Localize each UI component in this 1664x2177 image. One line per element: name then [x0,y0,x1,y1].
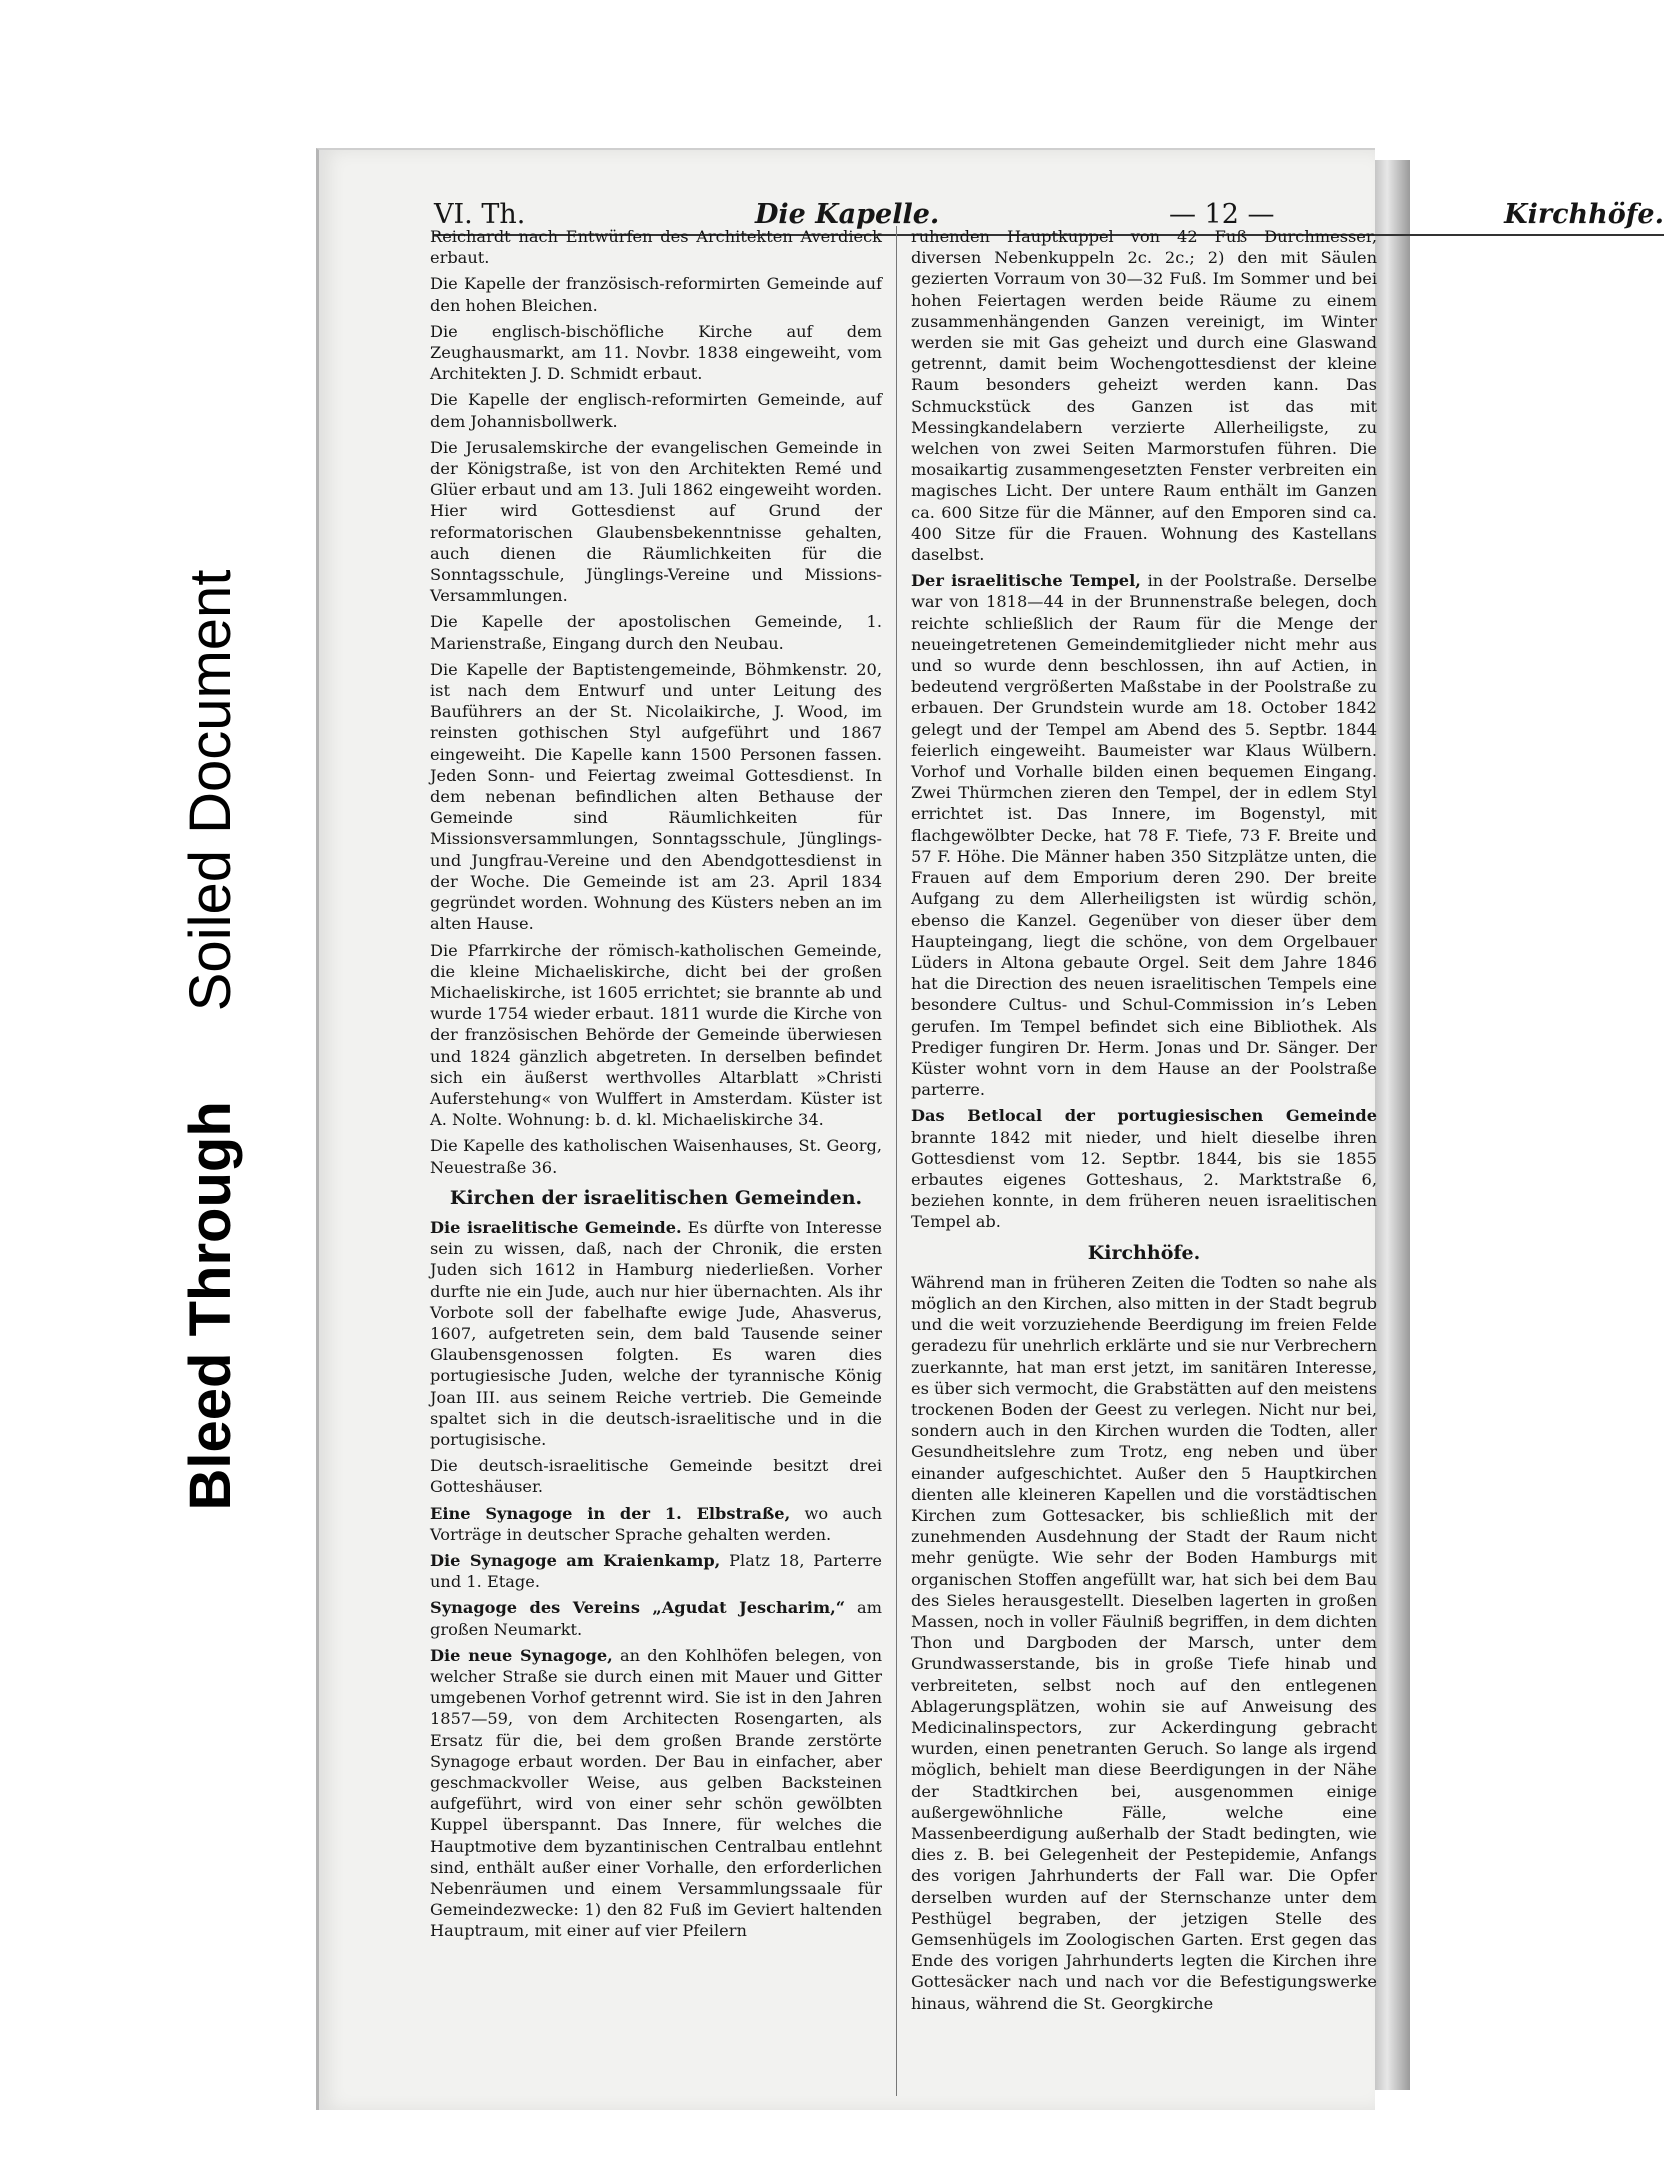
paragraph: Die Kapelle des katholischen Waisenhauses, St. Georg, Neuestraße 36. [430,1136,882,1177]
paragraph-text: ruhenden Hauptkuppel von 42 Fuß Durchmesser, diversen Nebenkuppeln 2c. 2c.; 2) den mit Säulen gezierten Vorraum von 30—32 Fuß. Im Sommer und bei hohen Feiertagen werden beide Räume zu einem zusammenhängenden Ganzen vereinigt, im Winter werden sie mit Gas geheizt und durch eine Glaswand getrennt, damit beim Wochengottesdienst der kleine Raum besonders geheizt werden kann. Das Schmuckstück des Ganzen ist das mit Messingkandelabern verzierte Allerheiligste, zu welchen von zwei Seiten Marmorstufen führen. Die mosaikartig zusammengesetzten Fenster verbreiten ein magisches Licht. Der untere Raum enthält im Ganzen ca. 600 Sitze für die Männer, auf den Emporen sind ca. 400 Sitze für die Frauen. Wohnung des Kastellans daselbst. [911,227,1377,565]
paragraph-lead: Die Synagoge am Kraienkamp, [430,1550,721,1570]
paragraph [430,1455,882,1497]
scan-stamp [130,220,290,1860]
paragraph-lead: Die israelitische Gemeinde. [430,1217,682,1237]
paragraph-text: brannte 1842 mit nieder, und hielt dieselbe ihren Gottesdienst vom 12. Septbr. 1844, bis sie 1855 erbautes eigenes Gotteshaus, 2. Marktstraße 6, beziehen konnte, in dem früheren neuen israelitischen Tempel ab. [911,1127,1377,1232]
paragraph: Die Kapelle der Baptistengemeinde, Böhmkenstr. 20, ist nach dem Entwurf und unter Leitung des Bauführers an der St. Nicolaikirche, J. Wood, im reinsten gothischen Styl aufgeführt und 1867 eingeweiht. Die Kapelle kann 1500 Personen fassen. Jeden Sonn- und Feiertag zweimal Gottesdienst. In dem nebenan befindlichen alten Bethause der Gemeinde sind Räumlichkeiten für Missionsversammlungen, Sonntagsschule, Jünglings- und Jungfrau-Vereine und den Abendgottesdienst in der Woche. Die Gemeinde ist am 23. April 1834 gegründet worden. Wohnung des Küsters neben an im alten Hause. [430,659,882,934]
header-page-number: — 12 — [1168,199,1275,230]
paragraph-text: an den Kohlhöfen belegen, von welcher Straße sie durch einen mit Mauer und Gitter umgebenen Vorhof getrennt wird. Sie ist in den Jahren 1857—59, von dem Architecten Rosengarten, als Ersatz für die, bei dem großen Brande zerstörte Synagoge erbaut worden. Der Bau in einfacher, aber geschmackvoller Weise, aus gelben Backsteinen aufgeführt, wird von einer sehr schön gewölbten Kuppel überspannt. Das Innere, für welches die Hauptmotive dem byzantinischen Centralbau entlehnt sind, enthält außer einer Vorhalle, den erforderlichen Nebenräumen und einem Versammlungssaale für Gemeindezwecke: 1) den 82 Fuß im Geviert haltenden Hauptraum, mit einer auf vier Pfeilern [430,1645,882,1941]
section-heading: Kirchhöfe. [1087,1241,1201,1264]
paragraph-lead: Das Betlocal der portugiesischen Gemeinde [911,1106,1377,1126]
paragraph: Die Pfarrkirche der römisch-katholischen Gemeinde, die kleine Michaeliskirche, dicht bei der großen Michaeliskirche, ist 1605 errichtet; sie brannte ab und wurde 1754 wieder erbaut. 1811 wurde die Kirche von der französischen Behörde der Gemeinde überwiesen und 1824 gänzlich abgetreten. In derselben befindet sich ein äußerst werthvolles Altarblatt »Christi Auferstehung« von Wulffert in Amsterdam. Küster ist A. Nolte. Wohnung: b. d. kl. Michaeliskirche 34. [430,940,882,1130]
paragraph-text: wo auch Vorträge in deutscher Sprache gehalten werden. [430,1503,882,1544]
bleed-through-label: Bleed Through [177,1101,243,1511]
section-heading: Kirchen der israelitischen Gemeinden. [449,1186,863,1209]
header-title: Die Kapelle. [754,199,940,230]
paragraph-text: Es dürfte von Interesse sein zu wissen, daß, nach der Chronik, die ersten Juden sich 1612 in Hamburg niederließen. Vorher durfte nie ein Jude, auch nur hier übernachten. Als ihr Vorbote soll der fabelhafte ewige Jude, Ahasverus, 1607, aufgetreten sein, dem bald Tausende seiner Glaubensgenossen folgten. Es waren dies portugiesische Juden, welche der tyrannische König Joan III. aus seinem Reiche vertrieb. Die Gemeinde spaltet sich in die deutsch-israelitische und in die portugisische. [430,1217,882,1449]
paragraph [430,1645,882,1942]
left-column [430,226,896,2096]
paragraph: Die Kapelle der apostolischen Gemeinde, 1. Marienstraße, Eingang durch den Neubau. [430,612,882,653]
paragraph-lead: Die neue Synagoge, [430,1645,613,1665]
paragraph-text: am großen Neumarkt. [430,1598,882,1639]
paragraph [911,1105,1377,1232]
paragraph-text: Die deutsch-israelitische Gemeinde besitzt drei Gotteshäuser. [430,1456,882,1497]
paragraph [430,1503,882,1545]
soiled-document-label: Soiled Document [177,569,243,1012]
text-columns [430,226,1390,2096]
paragraph [911,570,1377,1100]
paragraph: Die englisch-bischöfliche Kirche auf dem Zeughausmarkt, am 11. Novbr. 1838 eingeweiht, vom Architekten J. D. Schmidt erbaut. [430,321,882,384]
paragraph [430,1597,882,1639]
paragraph [430,1217,882,1450]
paragraph: Während man in früheren Zeiten die Todten so nahe als möglich an den Kirchen, also mitten in der Stadt begrub und die weit vorzuziehende Beerdigung im freien Felde geradezu für unehrlich erklärte und sie nur Verbrechern zuerkannte, hat man erst jetzt, im sanitären Interesse, es über sich vermocht, die Grabstätten auf den meistens trockenen Boden der Geest zu verlegen. Nicht nur bei, sondern auch in den Kirchen wurden die Todten, aller Gesundheitslehre zum Trotz, eng neben und über einander aufgeschichtet. Außer den 5 Hauptkirchen dienten alle kleineren Kapellen und die vorstädtischen Kirchen zum Gottesacker, bis schließlich mit der zunehmenden Ausdehnung der Stadt der Raum nicht mehr genügte. Wie sehr der Boden Hamburgs mit organischen Stoffen angefüllt war, hat sich bei dem Bau des Sieles herausgestellt. Dieselben lagerten in großen Massen, noch in voller Fäulniß begriffen, in dem dichten Thon und Dargboden der Marsch, unter dem Grundwasserstande, bis in große Tiefe hinab und verbreiteten, selbst noch auf den entlegenen Ablagerungsplätzen, wohin sie auf Anweisung des Medicinalinspectors, zur Ackerdingung gebracht wurden, einen penetranten Geruch. So lange als irgend möglich, behielt man diese Beerdigungen in der Nähe der Stadtkirchen bei, ausgenommen einige außergewöhnliche Fälle, welche eine Massenbeerdigung außerhalb der Stadt bedingten, wie dies z. B. bei Gelegenheit der Pestepidemie, Anfangs des vorigen Jahrhunderts der Fall war. Die Opfer derselben wurden auf der Sternschanze unter dem Pesthügel begraben, der jetzigen Stelle des Gemsenhügels im Zoologischen Garten. Erst gegen das Ende des vorigen Jahrhunderts legten die Kirchen ihre Gottesäcker nach und nach vor die Befestigungswerke hinaus, während die St. Georgkirche [911,1272,1377,2013]
paragraph [911,226,1377,565]
paragraph: Die Kapelle der französisch-reformirten Gemeinde auf den hohen Bleichen. [430,274,882,315]
paragraph: Reichardt nach Entwürfen des Architekten Averdieck erbaut. [430,227,882,268]
paragraph: Die Kapelle der englisch-reformirten Gemeinde, auf dem Johannisbollwerk. [430,390,882,431]
paragraph-lead: Eine Synagoge in der 1. Elbstraße, [430,1503,791,1523]
paragraph [430,1550,882,1592]
paragraph: Die Jerusalemskirche der evangelischen Gemeinde in der Königstraße, ist von den Architekten Remé und Glüer erbaut und am 13. Juli 1862 eingeweiht worden. Hier wird Gottesdienst auf Grund der reformatorischen Glaubensbekenntnisse gehalten, auch dienen die Räumlichkeiten für die Sonntagsschule, Jünglings-Vereine und Missions-Versammlungen. [430,437,882,606]
paragraph-lead: Der israelitische Tempel, [911,571,1141,591]
header-section: VI. Th. [434,199,526,230]
paragraph-text: in der Poolstraße. Derselbe war von 1818—44 in der Brunnenstraße belegen, doch reichte schließlich der Raum für die Menge der neueingetretenen Gemeindemitglieder nicht mehr aus und so wurde denn beschlossen, ihn auf Actien, in bedeutend vergrößerten Maßstabe in der Poolstraße zu erbauen. Der Grundstein wurde am 18. October 1842 gelegt und der Tempel am Abend des 5. Septbr. 1844 feierlich eingeweiht. Baumeister war Klaus Wülbern. Vorhof und Vorhalle bilden einen bequemen Eingang. Zwei Thürmchen zieren den Tempel, der in edlem Styl errichtet ist. Das Innere, im Bogenstyl, mit flachgewölbter Decke, hat 78 F. Tiefe, 73 F. Breite und 57 F. Höhe. Die Männer haben 350 Sitzplätze unten, die Frauen auf dem Emporium deren 290. Der breite Aufgang zu dem Allerheiligsten ist würdig schön, ebenso die Kanzel. Gegenüber von dieser über dem Haupteingang, liegt die schöne, von dem Orgelbauer Lüders in Altona gebaute Orgel. Seit dem Jahre 1846 hat die Direction des neuen israelitischen Tempels eine besondere Cultus- und Schul-Commission in’s Leben gerufen. Im Tempel befindet sich eine Bibliothek. Als Prediger fungiren Dr. Herm. Jonas und Dr. Sänger. Der Küster wohnt vorn in dem Hause an der Poolstraße parterre. [911,571,1377,1100]
header-topic: Kirchhöfe. [1504,199,1664,230]
paragraph-lead: Synagoge des Vereins „Agudat Jescharim,“ [430,1598,846,1618]
paragraph-text: Platz 18, Parterre und 1. Etage. [430,1550,882,1592]
right-column [896,226,1377,2096]
